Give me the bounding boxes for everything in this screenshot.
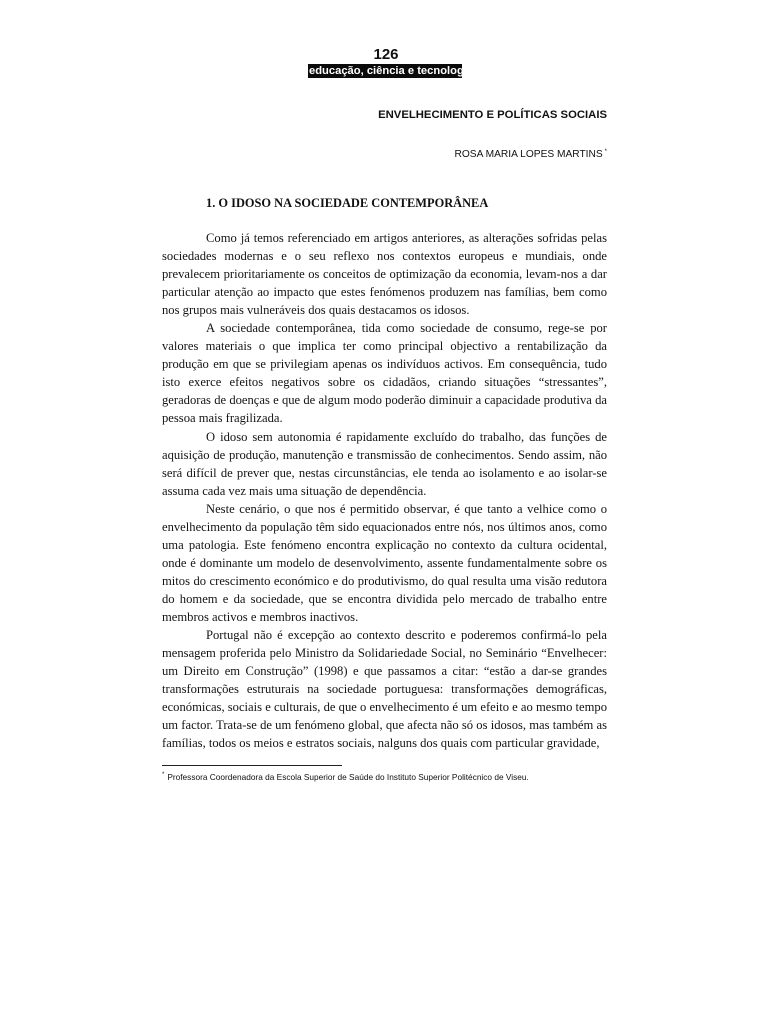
body-text	[162, 229, 607, 752]
author-name: ROSA MARIA LOPES MARTINS	[454, 149, 603, 160]
footnote-marker: *	[162, 772, 165, 778]
page-number: 126	[373, 46, 399, 63]
paragraph: Portugal não é excepção ao contexto descrito e poderemos confirmá-lo pela mensagem proferida pelo Ministro da Solidariedade Social, no Seminário “Envelhecer: um Direito em Construção” (1998) e que passamos a citar: “estão a dar-se grandes transformações estruturais na sociedade portuguesa: transformações demográficas, económicas, sociais e culturais, de que o envelhecimento é um efeito e ao mesmo tempo um factor. Trata-se de um fenómeno global, que afecta não só os idosos, mas também as famílias, todos os meios e estratos sociais, nalguns dos quais com particular gravidade,	[162, 628, 607, 751]
footnote-divider	[162, 765, 342, 766]
author-footnote-marker: *	[604, 149, 607, 155]
article-title: ENVELHECIMENTO E POLÍTICAS SOCIAIS	[378, 109, 607, 121]
footnote-text: Professora Coordenadora da Escola Superior de Saúde do Instituto Superior Politécnico de Viseu.	[167, 772, 529, 782]
paragraph: Neste cenário, o que nos é permitido observar, é que tanto a velhice como o envelhecimento da população têm sido equacionados entre nós, nos últimos anos, como uma patologia. Este fenómeno encontra explicação no contexto da cultura ocidental, onde é dominante um modelo de desenvolvimento, assente fundamentalmente sobre os mitos do crescimento económico e do produtivismo, do qual resulta uma visão redutora do homem e da sociedade, que se encontra dividida pelo mercado de trabalho entre membros activos e membros inactivos.	[162, 501, 607, 624]
paragraph: Como já temos referenciado em artigos anteriores, as alterações sofridas pelas sociedades modernas e o seu reflexo nos contextos europeus e mundiais, onde prevalecem prioritariamente os conceitos de optimização da economia, levam-nos a dar particular atenção ao impacto que estes fenómenos produzem nas famílias, bem como nos grupos mais vulneráveis dos quais destacamos os idosos.	[162, 231, 607, 318]
journal-name-banner: educação, ciência e tecnologia	[309, 65, 474, 77]
author-line	[455, 146, 607, 161]
section-heading: 1. O IDOSO NA SOCIEDADE CONTEMPORÂNEA	[206, 196, 489, 210]
paragraph: O idoso sem autonomia é rapidamente excluído do trabalho, das funções de aquisição de produção, manutenção e transmissão de conhecimentos. Sendo assim, não será difícil de prever que, nestas circunstâncias, ele tenda ao isolamento e ao isolar-se assuma cada vez mais uma situação de dependência.	[162, 429, 607, 498]
running-header	[308, 46, 474, 78]
paragraph: A sociedade contemporânea, tida como sociedade de consumo, rege-se por valores materiais o que implica ter como principal objectivo a rentabilização da produção em que se privilegiam apenas os indivíduos activos. Em consequência, tudo isto exerce efeitos negativos sobre os cidadãos, criando situações “stressantes”, geradoras de doenças e que de algum modo poderão diminuir a capacidade produtiva da pessoa mais fragilizada.	[162, 321, 607, 426]
footnote	[162, 770, 529, 783]
